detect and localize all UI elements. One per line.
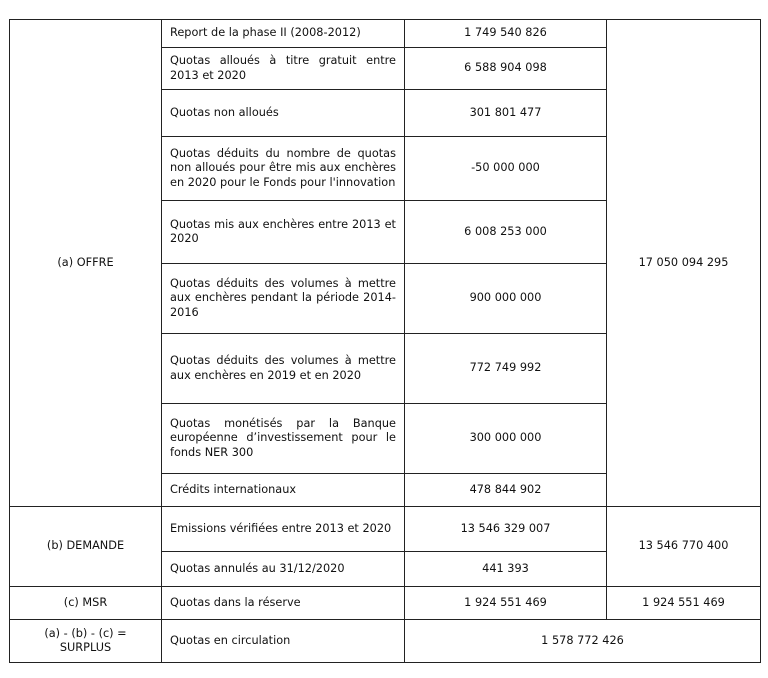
row-label: Quotas déduits du nombre de quotas non alloués pour être mis aux enchères en 2020 pour le Fonds pour l'innovation (162, 137, 405, 201)
row-value: 478 844 902 (405, 474, 607, 507)
table-row (10, 620, 761, 663)
offre-total: 17 050 094 295 (607, 20, 761, 507)
row-value: 13 546 329 007 (405, 507, 607, 552)
row-label: Emissions vérifiées entre 2013 et 2020 (162, 507, 405, 552)
msr-total: 1 924 551 469 (607, 587, 761, 620)
row-label: Report de la phase II (2008-2012) (162, 20, 405, 48)
row-label: Quotas mis aux enchères entre 2013 et 2020 (162, 201, 405, 264)
row-value: 301 801 477 (405, 90, 607, 137)
table-row (10, 587, 761, 620)
surplus-value: 1 578 772 426 (405, 620, 761, 663)
table-row (10, 507, 761, 552)
row-value: 1 924 551 469 (405, 587, 607, 620)
row-label: Quotas dans la réserve (162, 587, 405, 620)
row-label: Quotas monétisés par la Banque européenne d’investissement pour le fonds NER 300 (162, 404, 405, 474)
row-label: Quotas déduits des volumes à mettre aux enchères pendant la période 2014-2016 (162, 264, 405, 334)
row-value: -50 000 000 (405, 137, 607, 201)
row-value: 1 749 540 826 (405, 20, 607, 48)
row-label: Quotas en circulation (162, 620, 405, 663)
row-label: Quotas non alloués (162, 90, 405, 137)
row-label: Crédits internationaux (162, 474, 405, 507)
row-label: Quotas alloués à titre gratuit entre 2013 et 2020 (162, 48, 405, 90)
msr-group-label: (c) MSR (10, 587, 162, 620)
row-label: Quotas annulés au 31/12/2020 (162, 552, 405, 587)
surplus-group-label: (a) - (b) - (c) = SURPLUS (10, 620, 162, 663)
offre-group-label: (a) OFFRE (10, 20, 162, 507)
row-value: 900 000 000 (405, 264, 607, 334)
row-value: 772 749 992 (405, 334, 607, 404)
row-value: 6 588 904 098 (405, 48, 607, 90)
demande-group-label: (b) DEMANDE (10, 507, 162, 587)
row-value: 300 000 000 (405, 404, 607, 474)
demande-total: 13 546 770 400 (607, 507, 761, 587)
emissions-quota-table (9, 19, 761, 663)
row-label: Quotas déduits des volumes à mettre aux enchères en 2019 et en 2020 (162, 334, 405, 404)
row-value: 6 008 253 000 (405, 201, 607, 264)
row-value: 441 393 (405, 552, 607, 587)
table-row (10, 20, 761, 48)
